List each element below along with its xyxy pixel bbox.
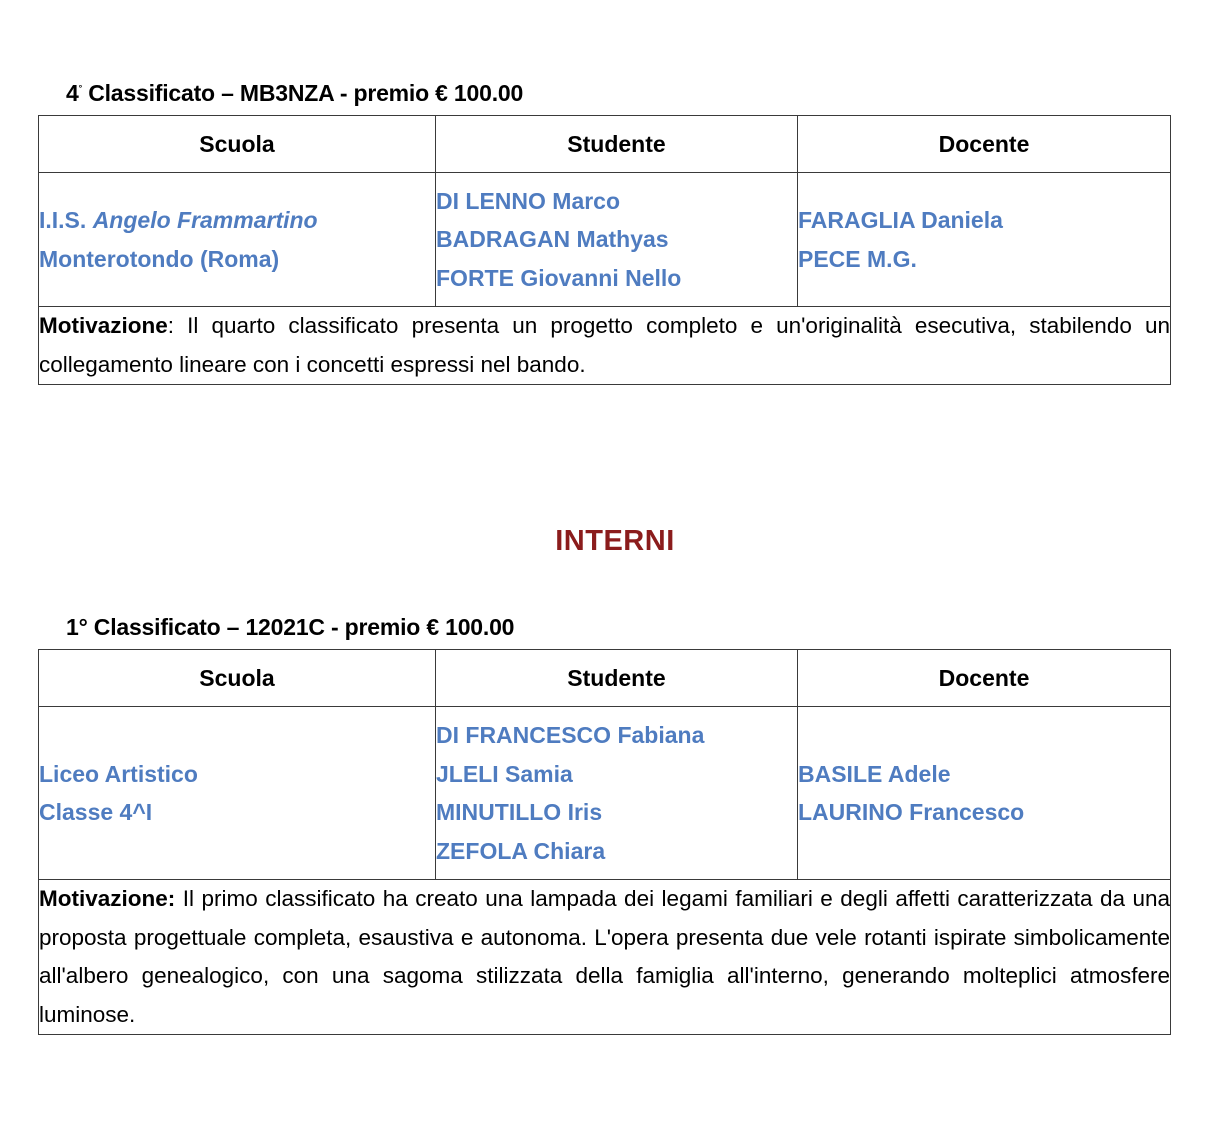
students-cell <box>436 173 798 307</box>
school-class: Classe 4^I <box>39 799 153 825</box>
award-heading-4th <box>66 80 523 107</box>
student-name: BADRAGAN Mathyas <box>436 226 669 253</box>
motivation-row <box>39 307 1171 385</box>
school-name: I.I.S. Angelo Frammartino <box>39 207 318 233</box>
teachers-cell <box>798 707 1171 880</box>
school-name-italic: Angelo Frammartino <box>92 207 318 233</box>
school-name: Liceo Artistico <box>39 760 198 787</box>
student-name: MINUTILLO Iris <box>436 799 603 825</box>
header-scuola: Scuola <box>39 650 436 707</box>
award-table-4th <box>38 115 1171 385</box>
motivation-label: Motivazione <box>39 313 168 338</box>
motivation-label: Motivazione: <box>39 886 176 911</box>
student-name: DI FRANCESCO Fabiana <box>436 722 705 748</box>
heading-rank: 4 <box>66 80 79 106</box>
student-name: ZEFOLA Chiara <box>436 837 606 864</box>
award-table-1st <box>38 649 1171 1035</box>
table-header-row <box>39 116 1171 173</box>
student-name: JLELI Samia <box>436 760 573 787</box>
teacher-name: BASILE Adele <box>798 760 951 787</box>
students-cell <box>436 707 798 880</box>
school-cell <box>39 173 436 307</box>
school-cell <box>39 707 436 880</box>
teachers-cell <box>798 173 1171 307</box>
teacher-name: LAURINO Francesco <box>798 799 1025 825</box>
table-row <box>39 173 1171 307</box>
motivation-text: Il primo classificato ha creato una lampada dei legami familiari e degli affetti caratterizzata da una proposta progettuale completa, esaustiva e autonoma. L'opera presenta due vele rotanti ispirate simbolicamente all'albero genealogico, con una sagoma stilizzata della famiglia all'interno, generando molteplici atmosfere luminose. <box>39 886 1170 1027</box>
header-scuola: Scuola <box>39 116 436 173</box>
heading-text: Classificato – MB3NZA - premio € 100.00 <box>82 80 524 106</box>
section-title: INTERNI <box>555 525 675 557</box>
motivation-text: : Il quarto classificato presenta un progetto completo e un'originalità esecutiva, stabilendo un collegamento lineare con i concetti espressi nel bando. <box>39 313 1170 377</box>
motivation-cell <box>39 307 1171 385</box>
table-row <box>39 707 1171 880</box>
header-studente: Studente <box>436 116 798 173</box>
teacher-name: PECE M.G. <box>798 245 917 272</box>
motivation-cell <box>39 880 1171 1035</box>
header-docente: Docente <box>798 116 1171 173</box>
student-name: FORTE Giovanni Nello <box>436 264 682 291</box>
motivation-row <box>39 880 1171 1035</box>
award-heading-1st: 1° Classificato – 12021C - premio € 100.00 <box>66 614 515 640</box>
header-docente: Docente <box>798 650 1171 707</box>
header-studente: Studente <box>436 650 798 707</box>
student-name: DI LENNO Marco <box>436 187 621 214</box>
teacher-name: FARAGLIA Daniela <box>798 207 1003 233</box>
degree-sign: ° <box>78 83 82 93</box>
school-location: Monterotondo (Roma) <box>39 245 280 272</box>
table-header-row <box>39 650 1171 707</box>
